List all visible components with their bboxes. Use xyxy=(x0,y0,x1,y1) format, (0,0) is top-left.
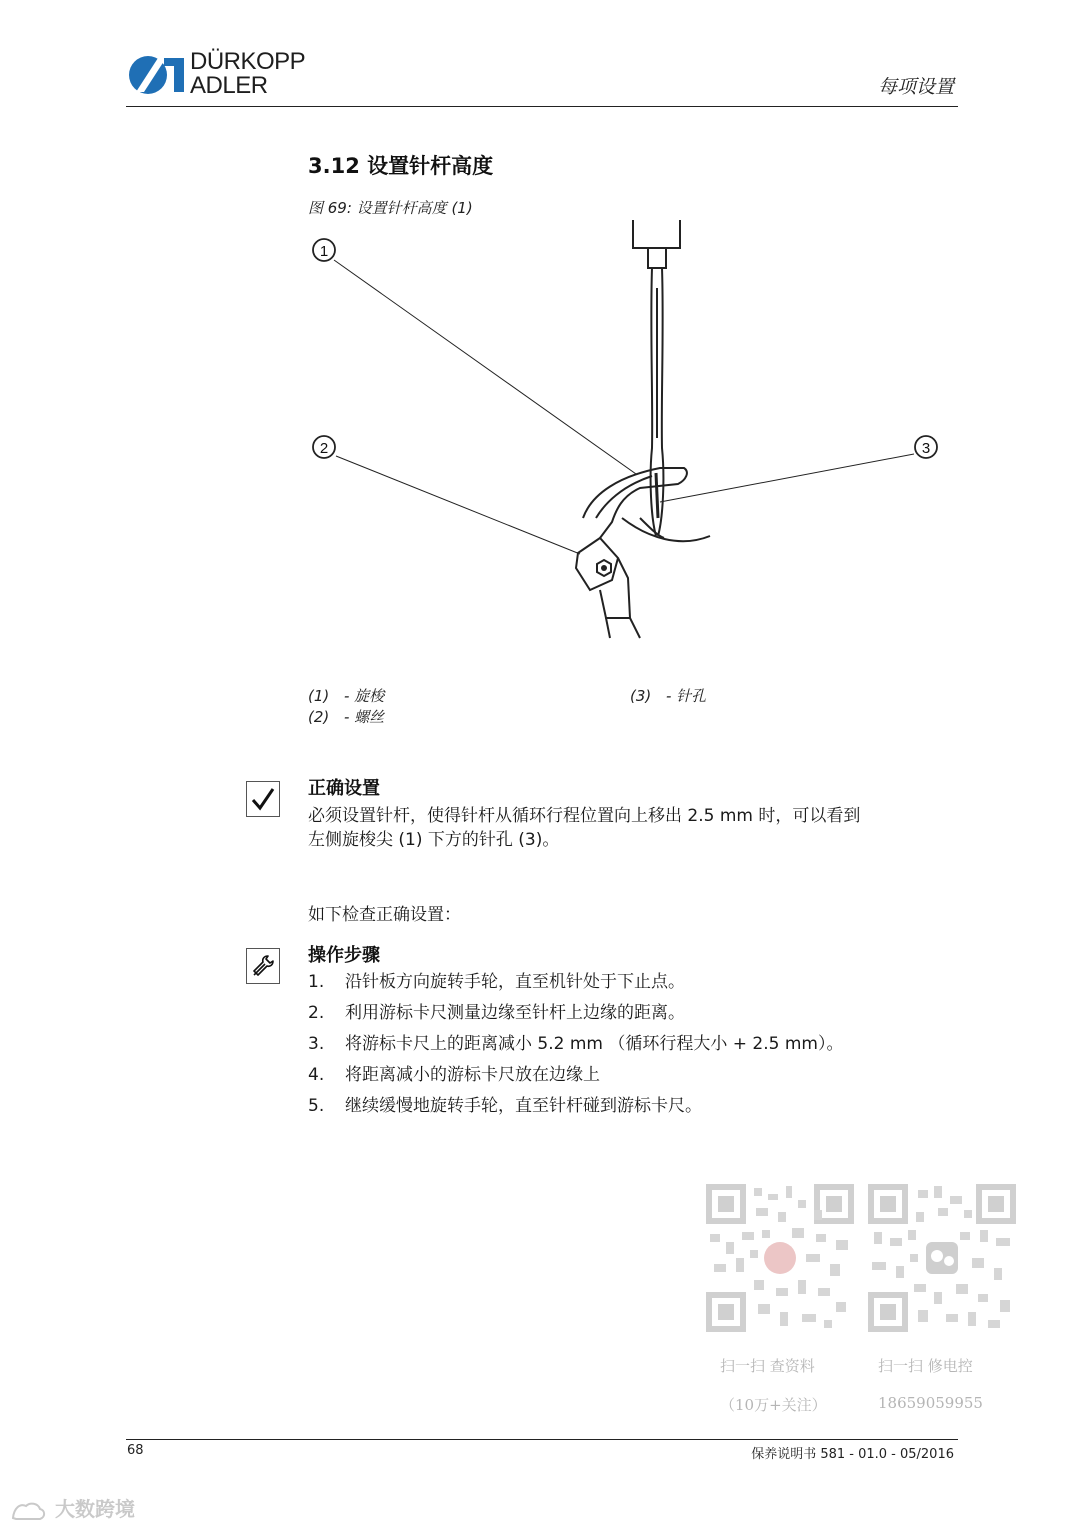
watermark xyxy=(10,1493,135,1522)
correct-setting-line2: 左侧旋梭尖 (1) 下方的针孔 (3)。 xyxy=(308,830,560,850)
step-number: 5. xyxy=(308,1096,325,1116)
legend-item-1 xyxy=(308,685,384,706)
brand-logo xyxy=(128,50,328,102)
page-number: 68 xyxy=(127,1443,144,1458)
footer-divider xyxy=(126,1439,958,1440)
callout-1-label: 1 xyxy=(319,243,329,260)
step-text: 利用游标卡尺测量边缘至针杆上边缘的距离。 xyxy=(345,1003,685,1023)
correct-setting-line1: 必须设置针杆，使得针杆从循环行程位置向上移出 2.5 mm 时，可以看到 xyxy=(308,806,861,826)
step-number: 1. xyxy=(308,972,325,992)
step-number: 4. xyxy=(308,1065,325,1085)
brand-name-line2: ADLER xyxy=(190,72,268,99)
wrench-icon xyxy=(246,948,280,984)
needle-bar-figure xyxy=(300,218,960,648)
callout-3-label: 3 xyxy=(921,440,931,457)
step-text: 继续缓慢地旋转手轮，直至针杆碰到游标卡尺。 xyxy=(345,1096,702,1116)
callout-3 xyxy=(915,436,937,458)
legend-item-2 xyxy=(308,706,384,727)
legend-text: - 旋梭 xyxy=(344,687,385,705)
needle-bar-drawing xyxy=(576,220,710,638)
document-reference: 保养说明书 581 - 01.0 - 05/2016 xyxy=(751,1447,954,1462)
procedure-steps xyxy=(308,970,843,1125)
leader-line-3 xyxy=(660,454,914,502)
legend-item-3 xyxy=(630,685,706,706)
step-number: 3. xyxy=(308,1034,325,1054)
qr-right-caption-line1: 扫一扫 修电控 xyxy=(878,1357,973,1375)
step-item xyxy=(308,970,843,1001)
checkmark-icon xyxy=(246,781,280,817)
step-text: 将距离减小的游标卡尺放在边缘上 xyxy=(345,1065,600,1085)
step-item xyxy=(308,1001,843,1032)
legend-num: (2) xyxy=(308,708,330,726)
legend-text: - 针孔 xyxy=(666,687,707,705)
qr-code-right[interactable] xyxy=(868,1184,1016,1332)
header-divider xyxy=(126,106,958,107)
step-item xyxy=(308,1094,843,1125)
qr-left-caption-line2: （10万+关注） xyxy=(720,1396,827,1414)
check-intro: 如下检查正确设置： xyxy=(308,905,461,925)
step-text: 沿针板方向旋转手轮，直至机针处于下止点。 xyxy=(345,972,685,992)
leader-line-1 xyxy=(334,260,636,474)
header-section-title: 每项设置 xyxy=(877,76,954,98)
needle-eye xyxy=(656,473,658,518)
step-item xyxy=(308,1063,843,1094)
legend-num: (1) xyxy=(308,687,330,705)
qr-left-caption-line1: 扫一扫 查资料 xyxy=(720,1357,815,1375)
legend-num: (3) xyxy=(630,687,652,705)
section-title: 3.12 设置针杆高度 xyxy=(308,154,494,178)
correct-setting-heading: 正确设置 xyxy=(308,778,380,799)
step-item xyxy=(308,1032,843,1063)
watermark-text: 大数跨境 xyxy=(54,1497,135,1521)
callout-2 xyxy=(313,436,335,458)
duerkopp-adler-logo-mark xyxy=(128,52,186,98)
callout-1 xyxy=(313,239,335,261)
step-number: 2. xyxy=(308,1003,325,1023)
figure-caption: 图 69: 设置针杆高度 (1) xyxy=(308,199,473,217)
leader-line-2 xyxy=(336,456,580,554)
qr-right-caption-line2: 18659059955 xyxy=(878,1394,983,1412)
legend-text: - 螺丝 xyxy=(344,708,385,726)
screw-detail xyxy=(597,560,611,576)
step-text: 将游标卡尺上的距离减小 5.2 mm （循环行程大小 + 2.5 mm）。 xyxy=(345,1034,844,1054)
watermark-logo-icon xyxy=(10,1500,48,1522)
brand-name-line1: DÜRKOPP xyxy=(190,48,306,75)
callout-2-label: 2 xyxy=(319,440,329,457)
qr-code-left[interactable] xyxy=(706,1184,854,1332)
procedure-heading: 操作步骤 xyxy=(308,945,380,966)
